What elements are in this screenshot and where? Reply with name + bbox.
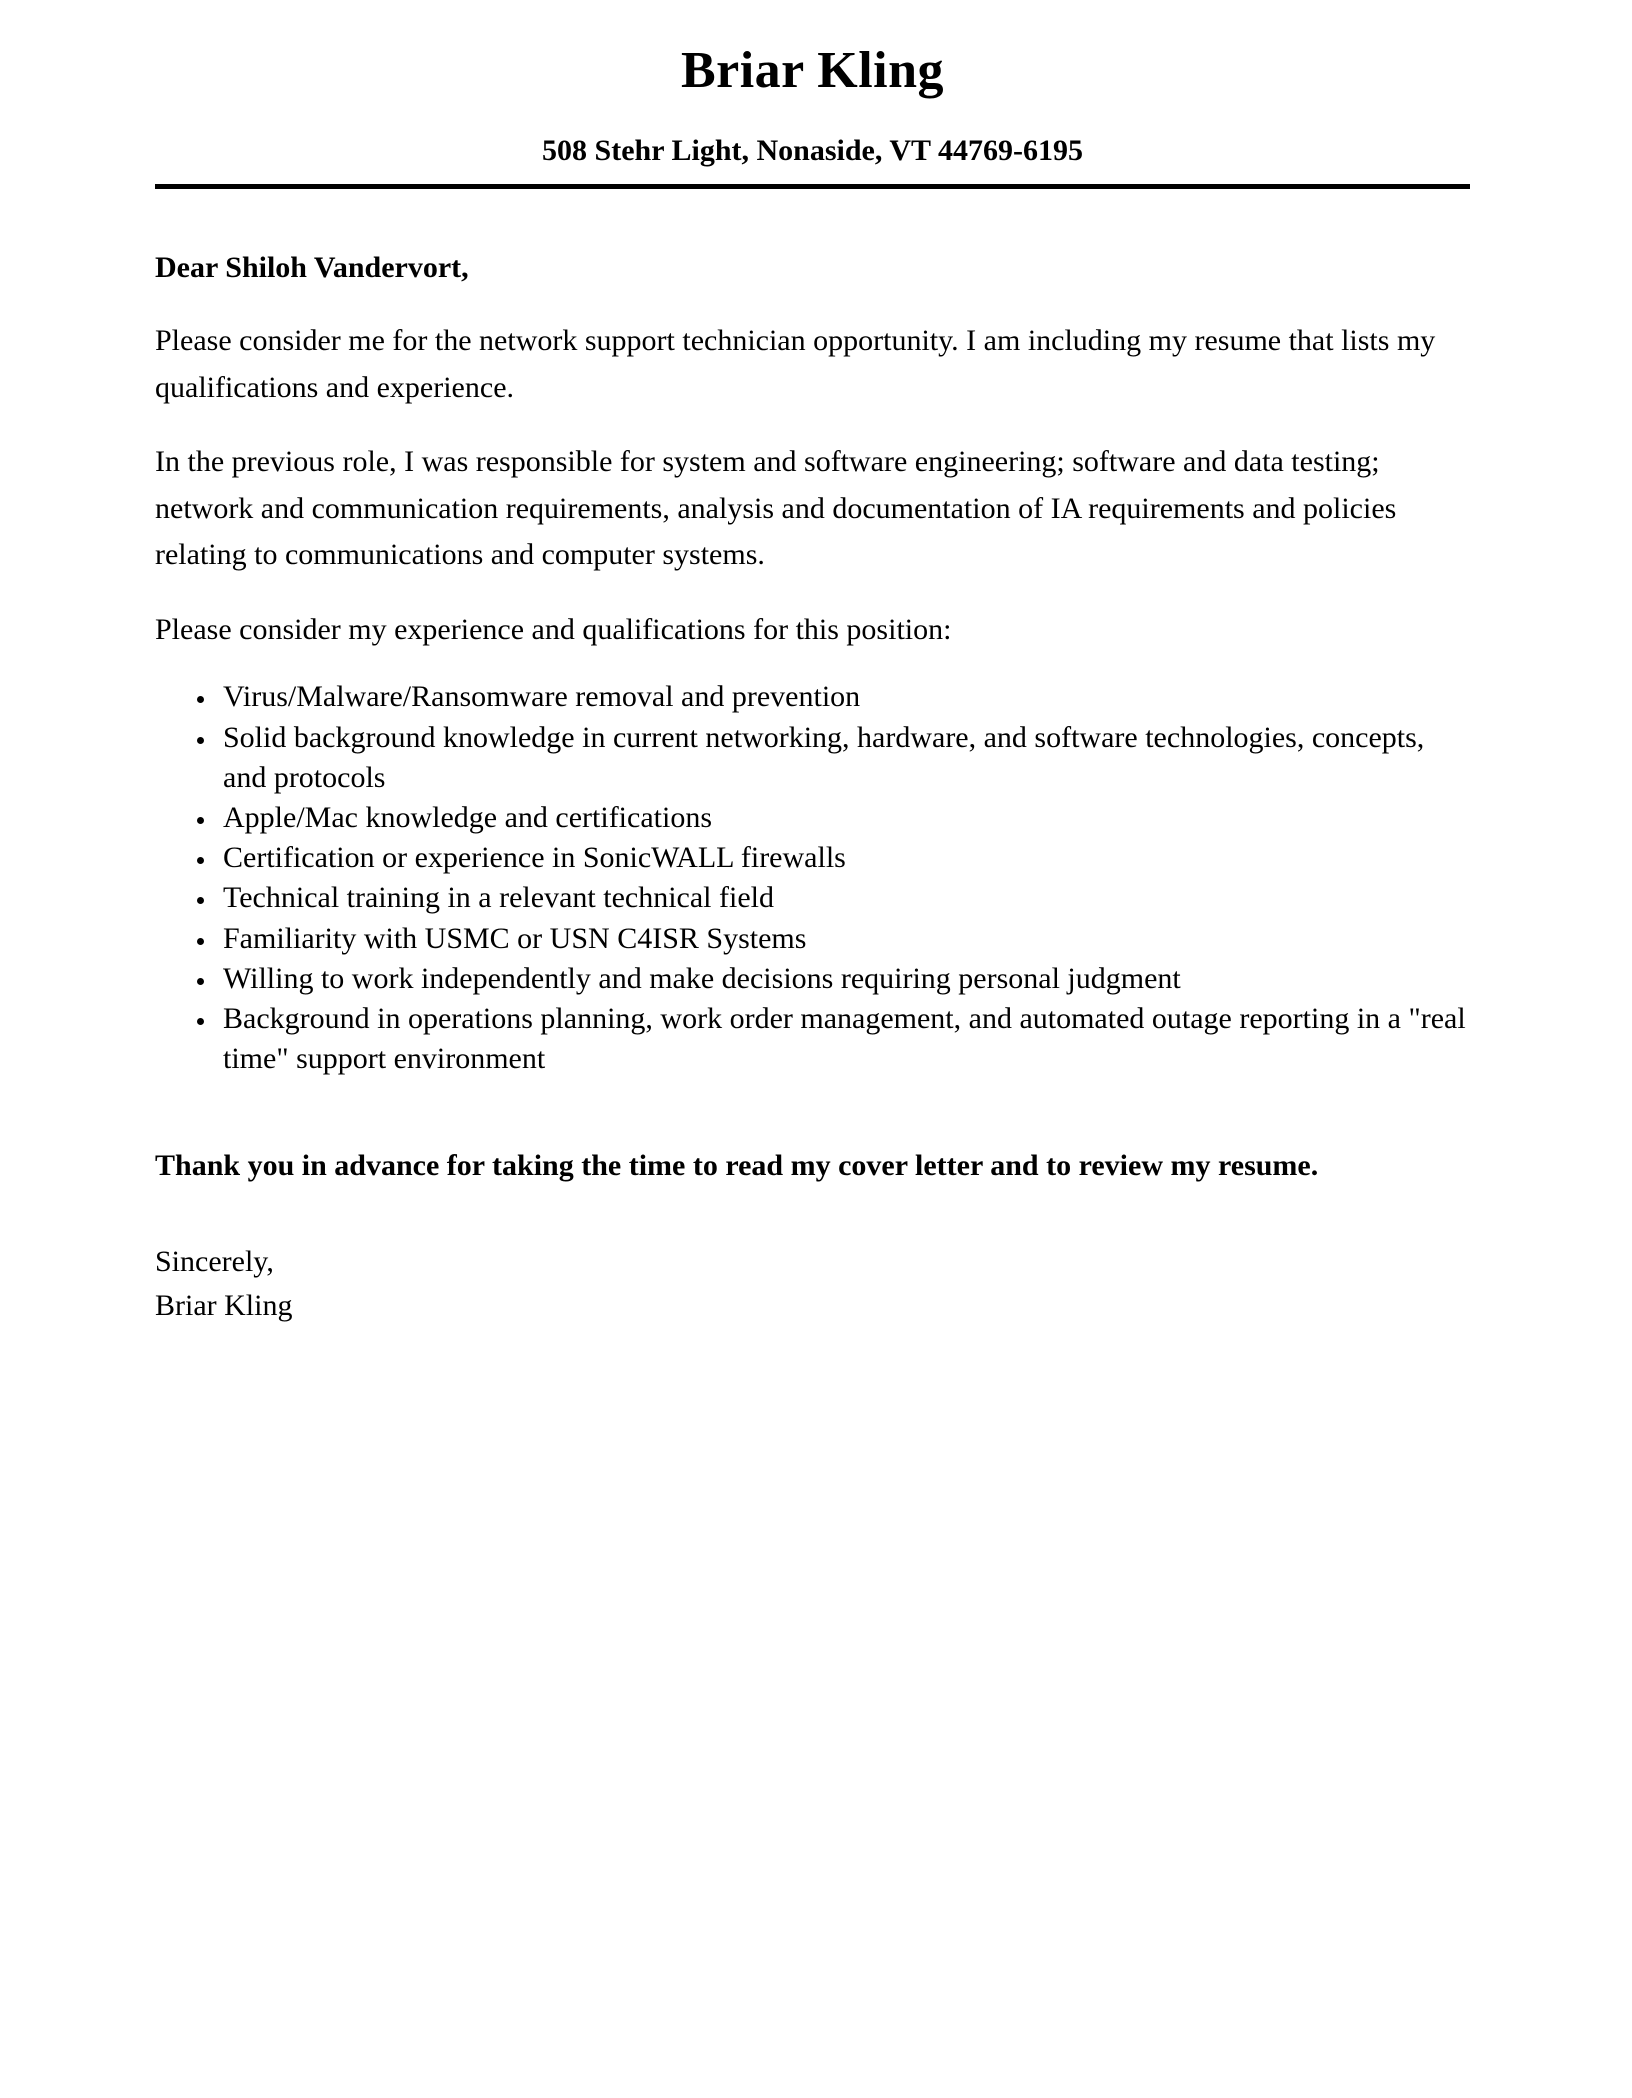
sender-name: Briar Kling (680, 42, 945, 99)
signoff: Sincerely, (155, 1245, 274, 1279)
experience-paragraph: In the previous role, I was responsible for system and software engineering; software and data testing; network and communication requirements, analysis and documentation of IA requirements and policies relating to communications and computer systems. (155, 445, 1397, 572)
list-item: • Familiarity with USMC or USN C4ISR Systems (217, 919, 1470, 959)
header-divider (155, 184, 1470, 189)
letter-header (155, 40, 1470, 189)
qualifications-lead-in: Please consider my experience and qualifications for this position: (155, 612, 952, 646)
list-item: • Technical training in a relevant technical field (217, 878, 1470, 918)
salutation: Dear Shiloh Vandervort, (155, 251, 469, 285)
signature: Briar Kling (155, 1289, 293, 1323)
signoff-block (155, 1240, 1470, 1328)
list-item: • Willing to work independently and make decisions requiring personal judgment (217, 959, 1470, 999)
intro-paragraph: Please consider me for the network support technician opportunity. I am including my resume that lists my qualifications and experience. (155, 324, 1436, 404)
list-item: • Virus/Malware/Ransomware removal and prevention (217, 677, 1470, 717)
list-item: • Apple/Mac knowledge and certifications (217, 798, 1470, 838)
list-item: • Solid background knowledge in current networking, hardware, and software technologies, concepts, and protocols (217, 718, 1470, 798)
sender-address: 508 Stehr Light, Nonaside, VT 44769-6195 (542, 134, 1083, 168)
qualifications-list (155, 677, 1470, 1079)
closing-statement: Thank you in advance for taking the time to read my cover letter and to review my resume. (155, 1149, 1319, 1183)
list-item: • Background in operations planning, work order management, and automated outage reporting in a "real time" support environment (217, 999, 1470, 1079)
list-item: • Certification or experience in SonicWALL firewalls (217, 838, 1470, 878)
